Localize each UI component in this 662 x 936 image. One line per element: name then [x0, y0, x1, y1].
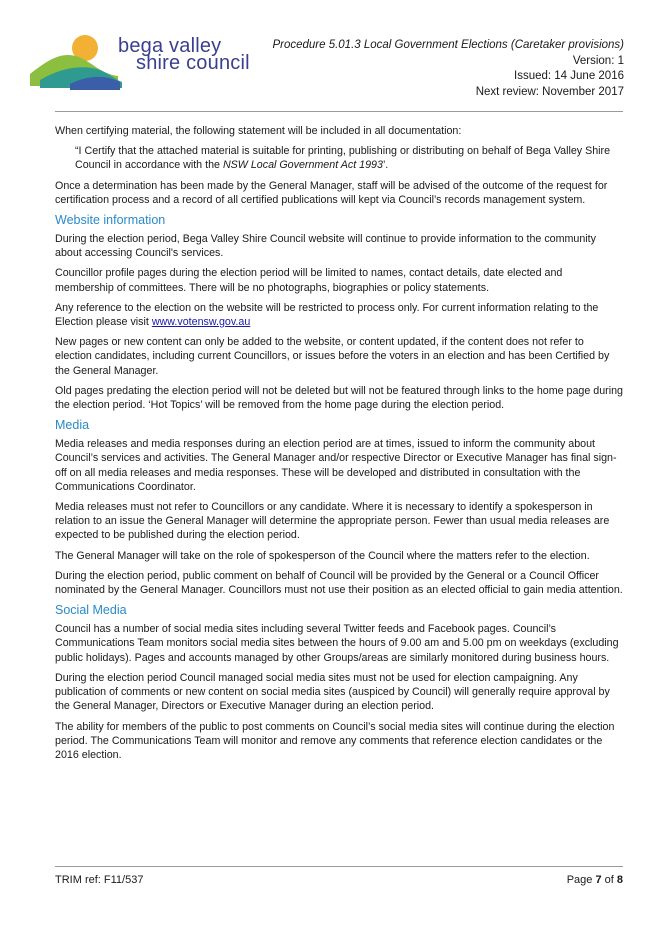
votensw-link[interactable]: www.votensw.gov.au: [151, 316, 251, 329]
section-heading-website: Website information: [55, 213, 166, 228]
paragraph: Council has a number of social media sites including several Twitter feeds and Facebook pages. Council’s Communications Team monitors social media sites between the hours of 9.00 am and 5.00 pm on weekdays (excluding public holidays). Pages and accounts managed by other Groups/areas are similarly monitored during business hours.: [55, 623, 619, 664]
section-heading-social-media: Social Media: [55, 603, 127, 618]
procedure-title: Procedure 5.01.3 Local Government Elections (Caretaker provisions): [272, 39, 624, 51]
document-body: [55, 124, 623, 768]
document-header-info: [272, 38, 624, 100]
paragraph: During the election period Council managed social media sites must not be used for election campaigning. Any publication of comments or new content on social media sites (auspiced by Council) will generally require approval by the General Manager, Directors or Executive Manager during an election period.: [55, 671, 610, 713]
paragraph: Any reference to the election on the website will be restricted to process only. For current information relating to the Election please visit www.votensw.gov.au: [55, 301, 599, 329]
paragraph: New pages or new content can only be added to the website, or content updated, if the content does not refer to election candidates, including current Councillors, or issues before the voters in an election and has been Certified by the General Manager.: [55, 336, 610, 377]
paragraph: Councillor profile pages during the election period will be limited to names, contact details, date elected and membership of committees. There will be no photographs, biographies or policy statements.: [55, 267, 563, 294]
certification-quote: “I Certify that the attached material is suitable for printing, publishing or distributing on behalf of Bega Valley Shire Council in accordance with the NSW Local Government Act 1993’.: [75, 145, 611, 172]
logo-line2: shire council: [136, 52, 250, 74]
paragraph: The General Manager will take on the role of spokesperson of the Council where the matters refer to the election.: [55, 549, 590, 562]
next-review-date: Next review: November 2017: [475, 85, 624, 98]
trim-reference: TRIM ref: F11/537: [55, 874, 144, 886]
act-name: NSW Local Government Act 1993: [222, 159, 383, 172]
paragraph: When certifying material, the following statement will be included in all documentation:: [55, 125, 462, 137]
section-heading-media: Media: [55, 418, 90, 433]
paragraph: Media releases and media responses during an election period are at times, issued to inform the community about Council’s services and activities. The General Manager and/or respective Director or Executive Manager has final sign-off on all media releases and media responses. These will be developed and distributed in consultation with the Communications Coordinator.: [55, 438, 617, 493]
paragraph: During the election period, Bega Valley Shire Council website will continue to provide information to the community about accessing Council's services.: [55, 233, 596, 260]
logo-wordmark: [118, 35, 250, 74]
issued-date: Issued: 14 June 2016: [514, 70, 624, 82]
header-divider: [55, 111, 623, 112]
paragraph: The ability for members of the public to post comments on Council’s social media sites will continue during the election period. The Communications Team will monitor and remove any comments that reference election candidates or the 2016 election.: [55, 720, 615, 761]
paragraph: Media releases must not refer to Councillors or any candidate. Where it is necessary to identify a spokesperson in relation to an issue the General Manager will determine the appropriate person. Fewer than usual media releases are expected to be published during the election period.: [55, 501, 610, 542]
paragraph: Once a determination has been made by the General Manager, staff will be advised of the outcome of the request for certification process and a record of all certified publications will kept via Council’s records management system.: [55, 179, 608, 206]
footer-divider: [55, 866, 623, 867]
paragraph: During the election period, public comment on behalf of Council will be provided by the General or a Council Officer nominated by the General Manager. Councillors must not use their position as an elected official to gain media attention.: [55, 569, 623, 597]
paragraph: Old pages predating the election period will not be deleted but will not be featured through links to the home page during the election period. ‘Hot Topics’ will be removed from the home page during the election period.: [55, 384, 624, 412]
logo-line1: bega valley: [118, 35, 222, 57]
version: Version: 1: [572, 54, 624, 67]
page-number: Page 7 of 8: [566, 874, 623, 886]
